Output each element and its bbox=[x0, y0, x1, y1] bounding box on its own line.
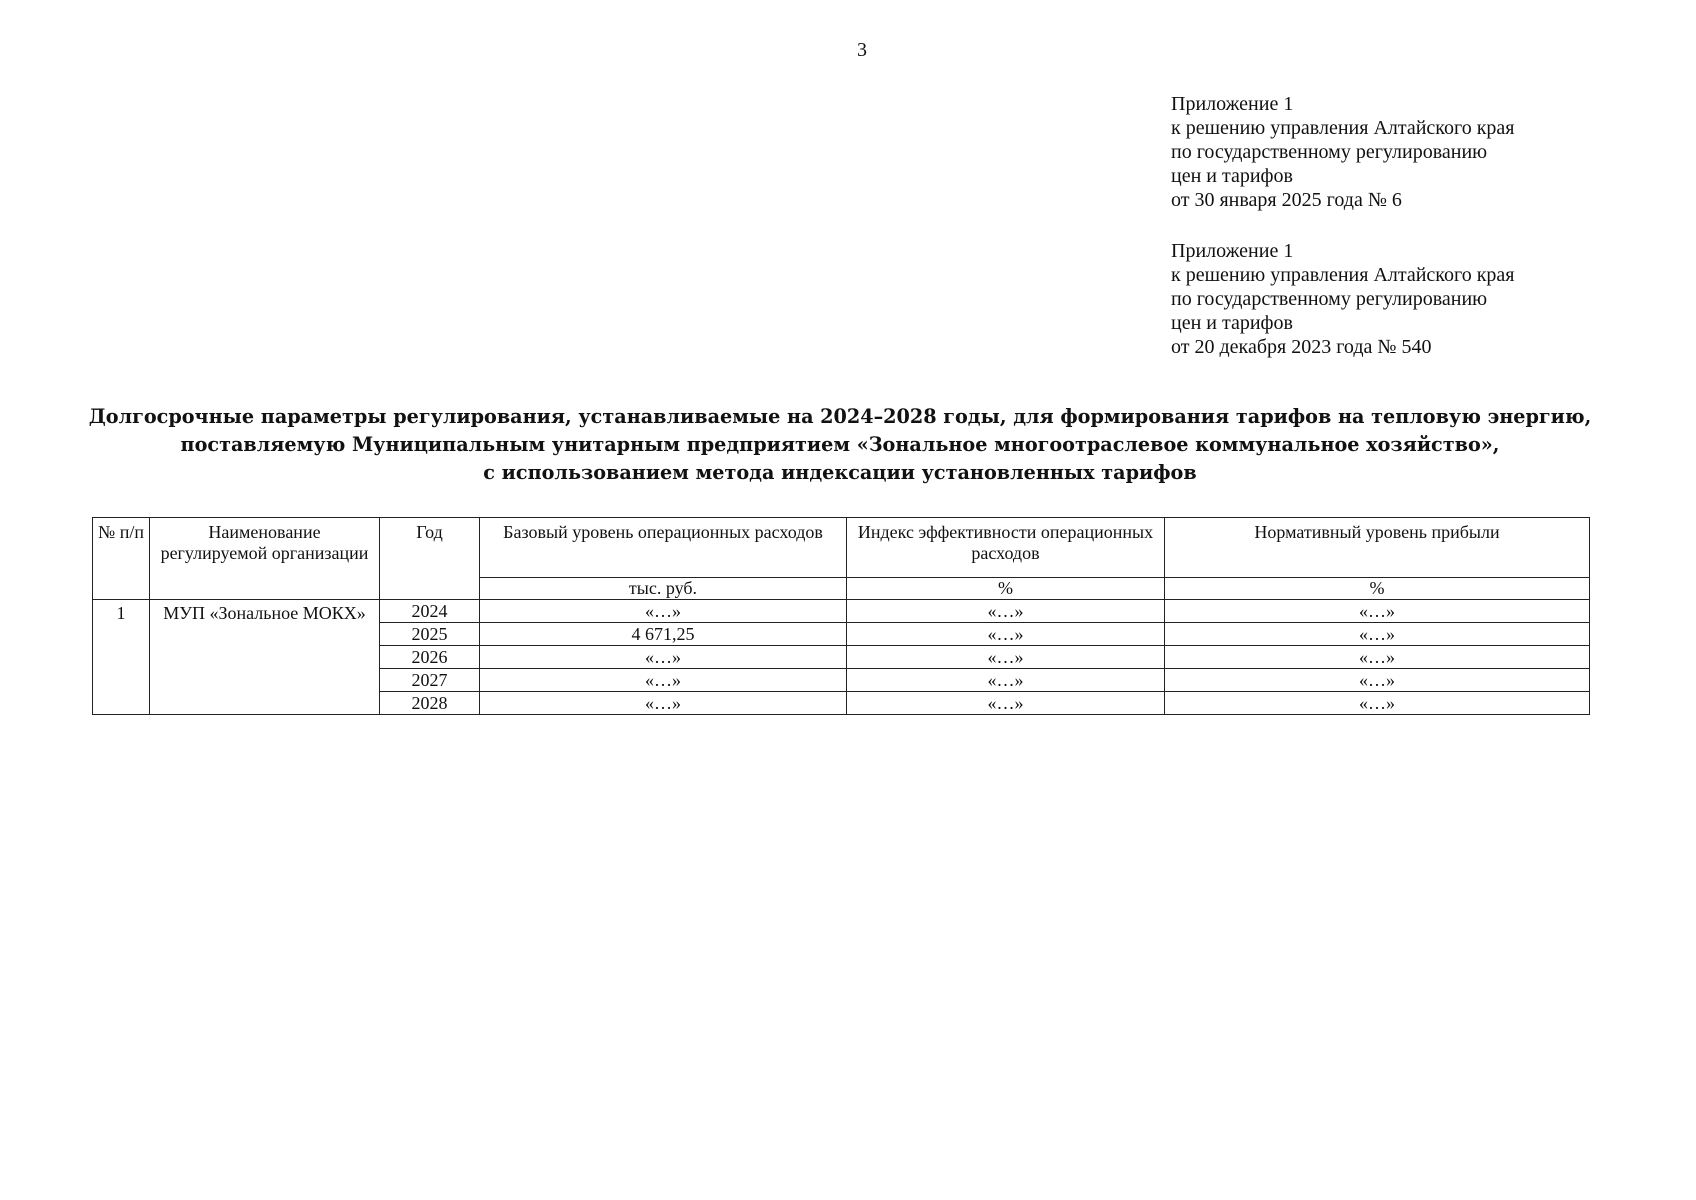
cell-year: 2028 bbox=[380, 692, 480, 715]
appendix-line: Приложение 1 bbox=[1171, 93, 1294, 115]
header-year: Год bbox=[380, 518, 480, 600]
cell-base-opex: «…» bbox=[480, 669, 847, 692]
table-row bbox=[93, 600, 1590, 623]
cell-organization-name: МУП «Зональное МОКХ» bbox=[150, 600, 380, 715]
cell-base-opex: «…» bbox=[480, 692, 847, 715]
unit-efficiency-index: % bbox=[847, 578, 1165, 600]
cell-year: 2026 bbox=[380, 646, 480, 669]
appendix-line: от 20 декабря 2023 года № 540 bbox=[1171, 336, 1432, 358]
header-organization: Наименование регулируемой организации bbox=[150, 518, 380, 600]
page-number: 3 bbox=[857, 39, 867, 61]
unit-base-opex: тыс. руб. bbox=[480, 578, 847, 600]
cell-year: 2027 bbox=[380, 669, 480, 692]
appendix-line: цен и тарифов bbox=[1171, 165, 1293, 187]
appendix-line: Приложение 1 bbox=[1171, 240, 1294, 262]
appendix-previous bbox=[1171, 239, 1641, 359]
regulation-parameters-table bbox=[92, 517, 1590, 715]
unit-profit-level: % bbox=[1165, 578, 1590, 600]
title-line: поставляемую Муниципальным унитарным предприятием «Зональное многоотраслевое коммунальное хозяйство», bbox=[180, 433, 1500, 456]
header-base-opex: Базовый уровень операционных расходов bbox=[480, 518, 847, 578]
cell-profit-level: «…» bbox=[1165, 646, 1590, 669]
cell-profit-level: «…» bbox=[1165, 600, 1590, 623]
header-num: № п/п bbox=[93, 518, 150, 600]
appendix-line: к решению управления Алтайского края bbox=[1171, 264, 1515, 286]
cell-profit-level: «…» bbox=[1165, 692, 1590, 715]
header-profit-level: Нормативный уровень прибыли bbox=[1165, 518, 1590, 578]
cell-efficiency-index: «…» bbox=[847, 692, 1165, 715]
header-efficiency-index: Индекс эффективности операционных расходов bbox=[847, 518, 1165, 578]
cell-base-opex: 4 671,25 bbox=[480, 623, 847, 646]
cell-row-number: 1 bbox=[93, 600, 150, 715]
cell-profit-level: «…» bbox=[1165, 669, 1590, 692]
cell-year: 2025 bbox=[380, 623, 480, 646]
cell-profit-level: «…» bbox=[1165, 623, 1590, 646]
cell-base-opex: «…» bbox=[480, 600, 847, 623]
document-title bbox=[60, 403, 1620, 487]
appendix-current bbox=[1171, 92, 1641, 212]
cell-base-opex: «…» bbox=[480, 646, 847, 669]
title-line: с использованием метода индексации установленных тарифов bbox=[483, 461, 1197, 484]
appendix-line: от 30 января 2025 года № 6 bbox=[1171, 189, 1402, 211]
appendix-line: цен и тарифов bbox=[1171, 312, 1293, 334]
appendix-line: по государственному регулированию bbox=[1171, 141, 1488, 163]
cell-efficiency-index: «…» bbox=[847, 669, 1165, 692]
cell-year: 2024 bbox=[380, 600, 480, 623]
appendix-line: по государственному регулированию bbox=[1171, 288, 1488, 310]
appendix-line: к решению управления Алтайского края bbox=[1171, 117, 1515, 139]
title-line: Долгосрочные параметры регулирования, устанавливаемые на 2024–2028 годы, для формирования тарифов на тепловую энергию, bbox=[88, 405, 1592, 428]
cell-efficiency-index: «…» bbox=[847, 646, 1165, 669]
cell-efficiency-index: «…» bbox=[847, 600, 1165, 623]
cell-efficiency-index: «…» bbox=[847, 623, 1165, 646]
